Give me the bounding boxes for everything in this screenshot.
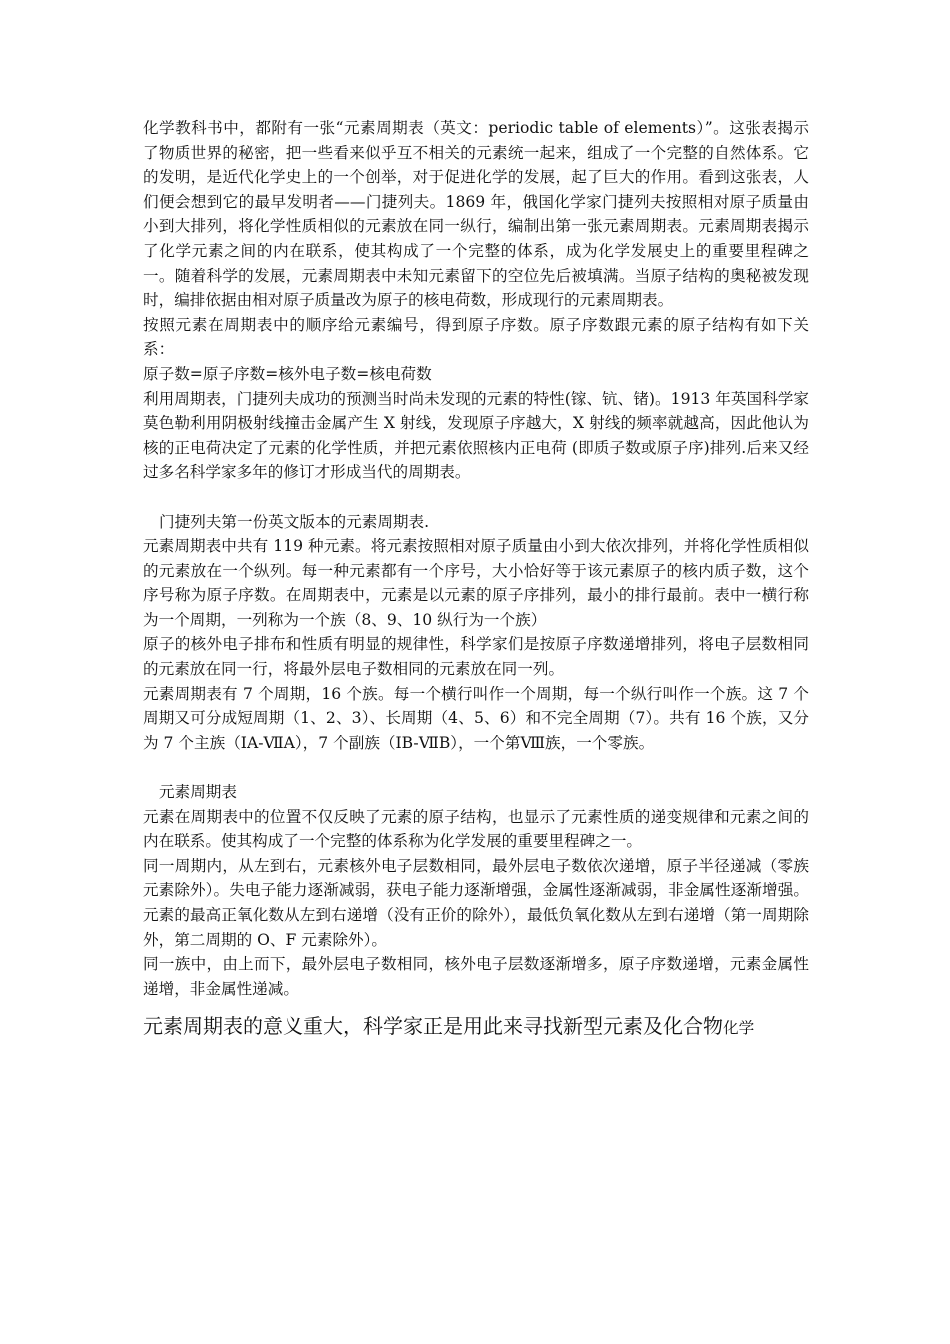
paragraph-119-elements: 元素周期表中共有 119 种元素。将元素按照相对原子质量由小到大依次排列，并将化学性质相似的元素放在一个纵列。每一种元素都有一个序号，大小恰好等于该元素原子的核内质子数，这个序号称为原子序数。在周期表中，元素是以元素的原子序排列，最小的排行最前。表中一横行称为一个周期，一列称为一个族（8、9、10 纵行为一个族） [143, 537, 809, 629]
paragraph-prediction: 利用周期表，门捷列夫成功的预测当时尚未发现的元素的特性(镓、钪、锗)。1913 年英国科学家莫色勒利用阴极射线撞击金属产生 X 射线，发现原子序越大，X 射线的频率就越高，因此他认为核的正电荷决定了元素的化学性质，并把元素依照核内正电荷 (即质子数或原子序)排列.后来又经过多名科学家多年的修订才形成当代的周期表。 [143, 389, 809, 482]
spacer [143, 485, 809, 510]
paragraph-position: 元素在周期表中的位置不仅反映了元素的原子结构，也显示了元素性质的递变规律和元素之间的内在联系。使其构成了一个完整的体系称为化学发展的重要里程碑之一。 [143, 807, 809, 851]
paragraph-equation: 原子数=原子序数=核外电子数=核电荷数 [143, 364, 432, 383]
paragraph-atomic-number: 按照元素在周期表中的顺序给元素编号，得到原子序数。原子序数跟元素的原子结构有如下关系： [143, 315, 809, 359]
paragraph-same-group: 同一族中，由上而下，最外层电子数相同，核外电子层数逐渐增多，原子序数递增，元素金属性递增，非金属性递减。 [143, 955, 809, 998]
paragraph-same-period: 同一周期内，从左到右，元素核外电子层数相同，最外层电子数依次递增，原子半径递减（零族元素除外）。失电子能力逐渐减弱，获电子能力逐渐增强，金属性逐渐减弱，非金属性逐渐增强。元素的最高正氧化数从左到右递增（没有正价的除外），最低负氧化数从左到右递增（第一周期除外，第二周期的 O、F 元素除外）。 [143, 856, 809, 949]
spacer [143, 755, 809, 780]
paragraph-periods-groups: 元素周期表有 7 个周期，16 个族。每一个横行叫作一个周期，每一个纵行叫作一个族。这 7 个周期又可分成短周期（1、2、3）、长周期（4、5、6）和不完全周期（7）。共有 16 个族，又分为 7 个主族（ⅠA-ⅦA），7 个副族（ⅠB-ⅦB），一个第Ⅷ族，一个零族。 [143, 684, 809, 752]
closing-small-text: 化学 [723, 1019, 755, 1038]
paragraph-electron-arrangement: 原子的核外电子排布和性质有明显的规律性，科学家们是按原子序数递增排列，将电子层数相同的元素放在同一行，将最外层电子数相同的元素放在同一列。 [143, 635, 809, 679]
caption-periodic-table: 元素周期表 [159, 783, 237, 802]
caption-first-english-table: 门捷列夫第一份英文版本的元素周期表. [159, 512, 430, 531]
document-body [143, 116, 809, 1043]
paragraph-intro: 化学教科书中，都附有一张“元素周期表（英文：periodic table of elements）”。这张表揭示了物质世界的秘密，把一些看来似乎互不相关的元素统一起来，组成了一个完整的自然体系。它的发明，是近代化学史上的一个创举，对于促进化学的发展，起了巨大的作用。看到这张表，人们便会想到它的最早发明者——门捷列夫。1869 年，俄国化学家门捷列夫按照相对原子质量由小到大排列，将化学性质相似的元素放在同一纵行，编制出第一张元素周期表。元素周期表揭示了化学元素之间的内在联系，使其构成了一个完整的体系，成为化学发展史上的重要里程碑之一。随着科学的发展，元素周期表中未知元素留下的空位先后被填满。当原子结构的奥秘被发现时，编排依据由相对原子质量改为原子的核电荷数，形成现行的元素周期表。 [143, 119, 809, 310]
closing-line [143, 1011, 809, 1043]
closing-large-text: 元素周期表的意义重大，科学家正是用此来寻找新型元素及化合物 [143, 1014, 723, 1039]
